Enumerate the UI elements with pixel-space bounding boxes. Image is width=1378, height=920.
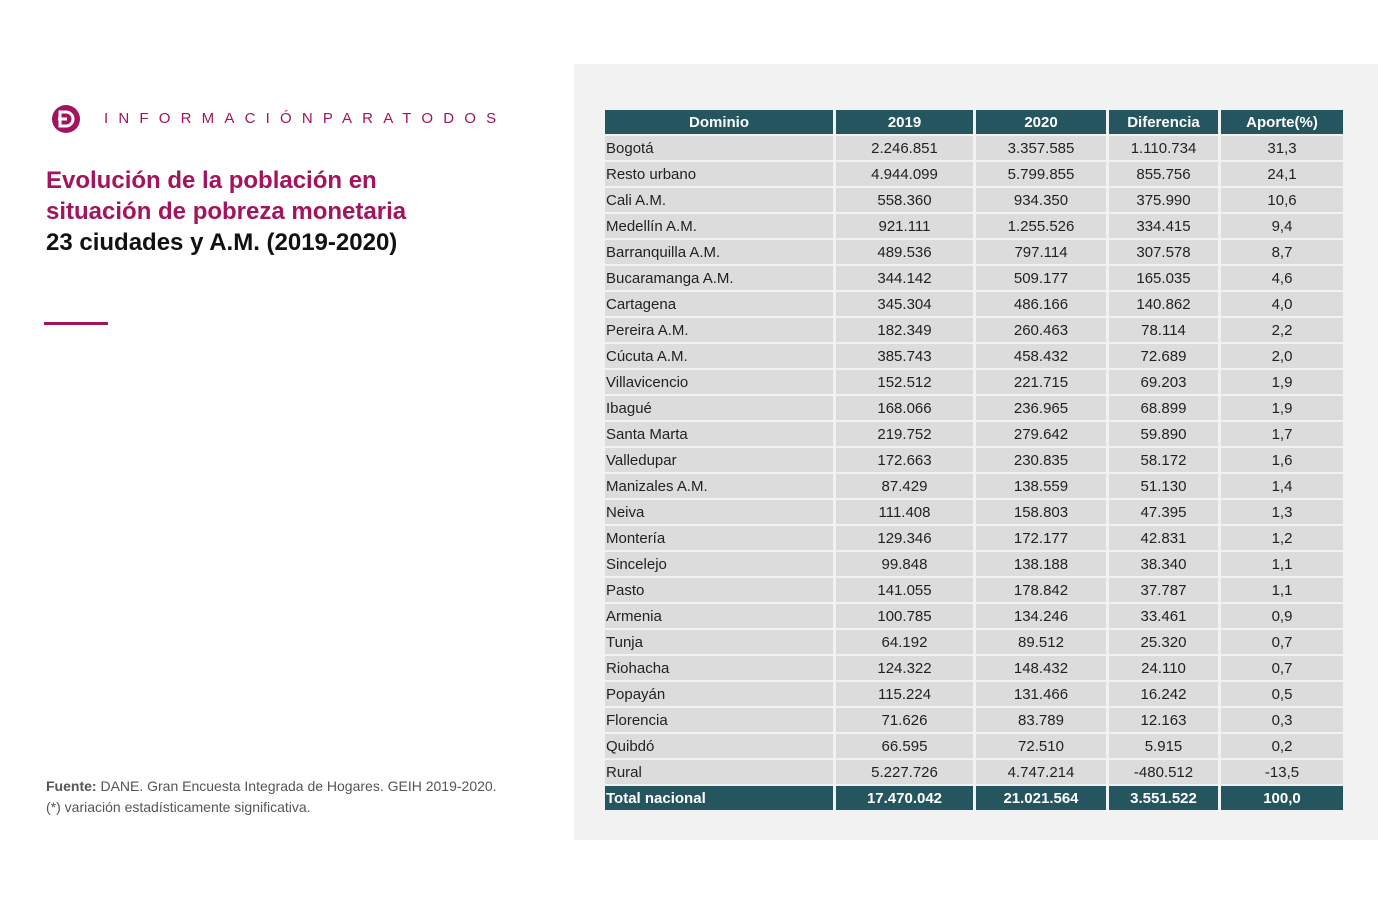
cell-value: 344.142	[836, 266, 973, 290]
cell-value: 111.408	[836, 500, 973, 524]
cell-value: 2,2	[1221, 318, 1343, 342]
title-line-1: Evolución de la población en	[46, 167, 377, 194]
table-row	[605, 344, 1343, 368]
dane-d-icon	[52, 105, 80, 133]
title-divider	[44, 322, 108, 325]
cell-value: 385.743	[836, 344, 973, 368]
cell-value: 334.415	[1109, 214, 1218, 238]
cell-value: 78.114	[1109, 318, 1218, 342]
cell-value: -480.512	[1109, 760, 1218, 784]
cell-value: 3.357.585	[976, 136, 1106, 160]
cell-dominio: Riohacha	[605, 656, 833, 680]
table-row	[605, 136, 1343, 160]
header-dominio: Dominio	[605, 110, 833, 134]
cell-value: 124.322	[836, 656, 973, 680]
table-row	[605, 708, 1343, 732]
cell-value: 1,6	[1221, 448, 1343, 472]
cell-value: 4.944.099	[836, 162, 973, 186]
cell-value: 221.715	[976, 370, 1106, 394]
cell-dominio: Santa Marta	[605, 422, 833, 446]
table-row	[605, 188, 1343, 212]
cell-value: 5.227.726	[836, 760, 973, 784]
cell-dominio: Manizales A.M.	[605, 474, 833, 498]
cell-value: 230.835	[976, 448, 1106, 472]
cell-value: 219.752	[836, 422, 973, 446]
cell-dominio: Florencia	[605, 708, 833, 732]
cell-dominio: Resto urbano	[605, 162, 833, 186]
cell-value: 25.320	[1109, 630, 1218, 654]
cell-dominio: Villavicencio	[605, 370, 833, 394]
cell-dominio: Quibdó	[605, 734, 833, 758]
cell-dominio: Popayán	[605, 682, 833, 706]
cell-value: 855.756	[1109, 162, 1218, 186]
poverty-table	[602, 108, 1346, 812]
cell-value: 260.463	[976, 318, 1106, 342]
cell-value: 140.862	[1109, 292, 1218, 316]
cell-value: 172.663	[836, 448, 973, 472]
cell-value: 0,5	[1221, 682, 1343, 706]
cell-value: 1,4	[1221, 474, 1343, 498]
cell-value: 99.848	[836, 552, 973, 576]
cell-dominio: Medellín A.M.	[605, 214, 833, 238]
table-row	[605, 396, 1343, 420]
cell-dominio: Tunja	[605, 630, 833, 654]
cell-value: 141.055	[836, 578, 973, 602]
cell-value: 345.304	[836, 292, 973, 316]
cell-value: 1,1	[1221, 552, 1343, 576]
cell-value: 486.166	[976, 292, 1106, 316]
cell-value: 182.349	[836, 318, 973, 342]
table-row	[605, 292, 1343, 316]
title-line-3: 23 ciudades y A.M. (2019-2020)	[46, 229, 398, 256]
cell-dominio: Valledupar	[605, 448, 833, 472]
table-row	[605, 448, 1343, 472]
cell-value: 31,3	[1221, 136, 1343, 160]
table-row	[605, 552, 1343, 576]
cell-value: 71.626	[836, 708, 973, 732]
cell-value: 5.915	[1109, 734, 1218, 758]
dane-logo	[52, 105, 80, 133]
cell-value: 934.350	[976, 188, 1106, 212]
cell-value: 1,2	[1221, 526, 1343, 550]
cell-value: 72.510	[976, 734, 1106, 758]
cell-value: 87.429	[836, 474, 973, 498]
cell-value: 10,6	[1221, 188, 1343, 212]
cell-value: 129.346	[836, 526, 973, 550]
cell-value: 148.432	[976, 656, 1106, 680]
cell-value: 2,0	[1221, 344, 1343, 368]
cell-value: -13,5	[1221, 760, 1343, 784]
cell-value: 178.842	[976, 578, 1106, 602]
cell-value: 1,7	[1221, 422, 1343, 446]
cell-value: 9,4	[1221, 214, 1343, 238]
table-row	[605, 266, 1343, 290]
source-text: DANE. Gran Encuesta Integrada de Hogares. GEIH 2019-2020.	[96, 778, 497, 794]
table-row	[605, 760, 1343, 784]
table-row	[605, 318, 1343, 342]
title-line-2: situación de pobreza monetaria	[46, 198, 407, 225]
cell-value: 3.551.522	[1109, 786, 1218, 810]
source-line	[46, 776, 497, 797]
cell-value: 1,9	[1221, 370, 1343, 394]
table-row	[605, 422, 1343, 446]
table-row	[605, 578, 1343, 602]
cell-value: 4,0	[1221, 292, 1343, 316]
cell-value: 236.965	[976, 396, 1106, 420]
cell-value: 4.747.214	[976, 760, 1106, 784]
cell-value: 24,1	[1221, 162, 1343, 186]
cell-value: 21.021.564	[976, 786, 1106, 810]
header-diferencia: Diferencia	[1109, 110, 1218, 134]
cell-value: 1,9	[1221, 396, 1343, 420]
cell-value: 59.890	[1109, 422, 1218, 446]
cell-value: 17.470.042	[836, 786, 973, 810]
cell-value: 66.595	[836, 734, 973, 758]
cell-value: 2.246.851	[836, 136, 973, 160]
cell-value: 307.578	[1109, 240, 1218, 264]
table-header-row	[605, 110, 1343, 134]
cell-value: 1.110.734	[1109, 136, 1218, 160]
brand-tagline: INFORMACIÓNPARATODOS	[104, 110, 507, 127]
cell-value: 152.512	[836, 370, 973, 394]
cell-dominio: Barranquilla A.M.	[605, 240, 833, 264]
cell-value: 68.899	[1109, 396, 1218, 420]
table-row	[605, 656, 1343, 680]
cell-value: 47.395	[1109, 500, 1218, 524]
header-2020: 2020	[976, 110, 1106, 134]
table-row	[605, 240, 1343, 264]
cell-value: 0,7	[1221, 630, 1343, 654]
cell-dominio: Cúcuta A.M.	[605, 344, 833, 368]
cell-value: 5.799.855	[976, 162, 1106, 186]
cell-value: 37.787	[1109, 578, 1218, 602]
table-row	[605, 370, 1343, 394]
cell-dominio: Rural	[605, 760, 833, 784]
cell-dominio: Montería	[605, 526, 833, 550]
cell-value: 279.642	[976, 422, 1106, 446]
cell-value: 138.188	[976, 552, 1106, 576]
cell-value: 33.461	[1109, 604, 1218, 628]
table-row	[605, 682, 1343, 706]
cell-value: 24.110	[1109, 656, 1218, 680]
cell-value: 115.224	[836, 682, 973, 706]
source-label: Fuente:	[46, 778, 97, 794]
cell-value: 8,7	[1221, 240, 1343, 264]
cell-value: 168.066	[836, 396, 973, 420]
cell-dominio: Bucaramanga A.M.	[605, 266, 833, 290]
header-aporte: Aporte(%)	[1221, 110, 1343, 134]
cell-value: 64.192	[836, 630, 973, 654]
cell-dominio: Armenia	[605, 604, 833, 628]
cell-value: 138.559	[976, 474, 1106, 498]
cell-value: 172.177	[976, 526, 1106, 550]
table-row	[605, 734, 1343, 758]
table-row	[605, 500, 1343, 524]
cell-dominio: Bogotá	[605, 136, 833, 160]
cell-dominio: Cali A.M.	[605, 188, 833, 212]
cell-value: 58.172	[1109, 448, 1218, 472]
cell-value: 458.432	[976, 344, 1106, 368]
cell-dominio: Neiva	[605, 500, 833, 524]
cell-value: 4,6	[1221, 266, 1343, 290]
table-row	[605, 526, 1343, 550]
cell-dominio: Pasto	[605, 578, 833, 602]
cell-dominio: Sincelejo	[605, 552, 833, 576]
cell-value: 51.130	[1109, 474, 1218, 498]
cell-value: 558.360	[836, 188, 973, 212]
cell-value: 797.114	[976, 240, 1106, 264]
cell-value: 16.242	[1109, 682, 1218, 706]
table-row	[605, 630, 1343, 654]
cell-dominio: Cartagena	[605, 292, 833, 316]
cell-value: 38.340	[1109, 552, 1218, 576]
page-title	[46, 165, 546, 258]
cell-value: 509.177	[976, 266, 1106, 290]
cell-dominio: Ibagué	[605, 396, 833, 420]
cell-value: 158.803	[976, 500, 1106, 524]
cell-value: 921.111	[836, 214, 973, 238]
cell-value: 0,7	[1221, 656, 1343, 680]
cell-value: 12.163	[1109, 708, 1218, 732]
cell-value: 0,3	[1221, 708, 1343, 732]
source-note	[46, 776, 497, 818]
cell-value: 69.203	[1109, 370, 1218, 394]
cell-dominio: Pereira A.M.	[605, 318, 833, 342]
table-total-row	[605, 786, 1343, 810]
cell-value: 100.785	[836, 604, 973, 628]
significance-note: (*) variación estadísticamente significativa.	[46, 799, 311, 815]
cell-value: 0,9	[1221, 604, 1343, 628]
table-row	[605, 214, 1343, 238]
cell-value: 1,3	[1221, 500, 1343, 524]
cell-value: 72.689	[1109, 344, 1218, 368]
cell-value: 0,2	[1221, 734, 1343, 758]
cell-value: 489.536	[836, 240, 973, 264]
header-2019: 2019	[836, 110, 973, 134]
table-row	[605, 474, 1343, 498]
table-row	[605, 604, 1343, 628]
cell-value: 1,1	[1221, 578, 1343, 602]
cell-value: 42.831	[1109, 526, 1218, 550]
cell-value: 100,0	[1221, 786, 1343, 810]
cell-dominio: Total nacional	[605, 786, 833, 810]
cell-value: 83.789	[976, 708, 1106, 732]
cell-value: 89.512	[976, 630, 1106, 654]
cell-value: 131.466	[976, 682, 1106, 706]
cell-value: 165.035	[1109, 266, 1218, 290]
cell-value: 1.255.526	[976, 214, 1106, 238]
cell-value: 134.246	[976, 604, 1106, 628]
cell-value: 375.990	[1109, 188, 1218, 212]
table-row	[605, 162, 1343, 186]
